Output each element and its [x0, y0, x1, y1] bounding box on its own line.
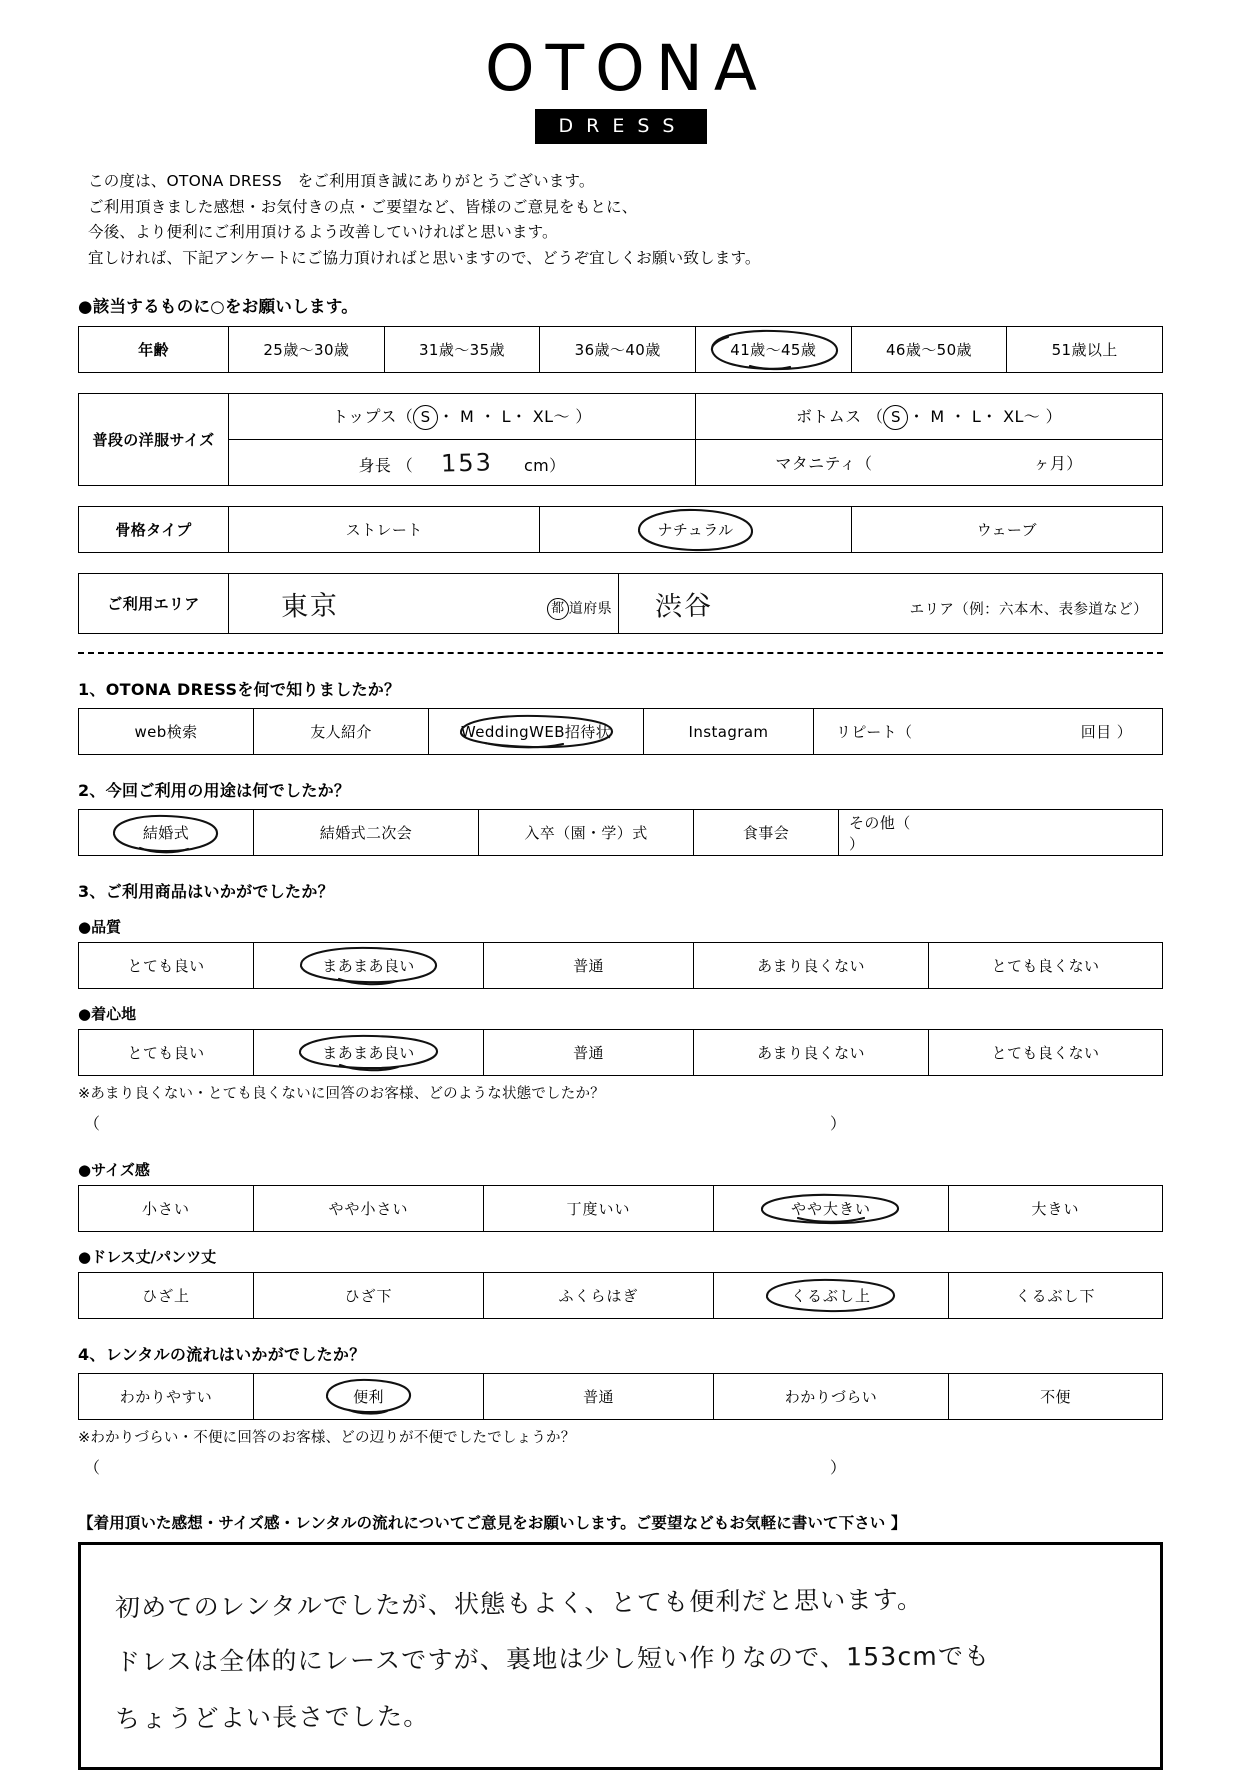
bottoms-selected-size: S	[883, 405, 908, 430]
q3-size-feel-table	[78, 1185, 1163, 1232]
quality-option-3-label: あまり良くない	[757, 957, 865, 976]
prefecture-suffix-rest: 道府県	[568, 601, 612, 618]
free-comment-line-1: 初めてのレンタルでしたが、状態もよく、とても便利だと思います。	[114, 1584, 924, 1623]
maternity-label-right: ヶ月）	[1033, 454, 1083, 474]
age-option-0[interactable]	[229, 327, 385, 373]
table-row	[79, 394, 1163, 440]
intro-line-4: 宜しければ、下記アンケートにご協力頂ければと思いますので、どうぞ宜しくお願い致します。	[88, 248, 761, 267]
instruction-text: ●該当するものに○をお願いします。	[78, 297, 359, 317]
body-type-option-2-label: ウェーブ	[976, 521, 1037, 540]
table-row	[79, 1273, 1163, 1319]
q2-option-2[interactable]	[479, 810, 694, 856]
clothing-size-table	[78, 393, 1163, 486]
quality-option-4[interactable]	[929, 943, 1163, 989]
body-type-option-1-label: ナチュラル	[657, 521, 734, 540]
q4-option-3-label: わかりづらい	[784, 1388, 878, 1407]
q4-title: 4、レンタルの流れはいかがでしたか？	[78, 1345, 366, 1365]
age-option-3-label: 41歳〜45歳	[730, 341, 817, 360]
age-option-5-label: 51歳以上	[1051, 341, 1118, 360]
q1-option-3-label: Instagram	[688, 722, 769, 741]
height-value: 153	[440, 448, 493, 478]
q3-comfort-table	[78, 1029, 1163, 1076]
age-option-4[interactable]	[851, 327, 1007, 373]
section-divider	[78, 652, 1163, 654]
q2-other-cell[interactable]	[839, 810, 1163, 856]
age-option-1[interactable]	[384, 327, 540, 373]
maternity-cell[interactable]	[696, 440, 1163, 486]
q2-other-label-right: ）	[849, 834, 865, 853]
intro-line-3: 今後、より便利にご利用頂けるよう改善していければと思います。	[88, 223, 558, 242]
length-option-1[interactable]	[254, 1273, 484, 1319]
quality-option-1-label: まあまあ良い	[322, 957, 415, 976]
q2-option-1-label: 結婚式二次会	[319, 824, 413, 843]
q3-comfort-label: ●着心地	[78, 1005, 137, 1024]
table-row	[79, 810, 1163, 856]
q2-option-2-label: 入卒（園・学）式	[524, 824, 648, 843]
prefecture-value: 東京	[280, 590, 340, 623]
age-option-4-label: 46歳〜50歳	[885, 341, 972, 360]
q3-size-feel-label: ●サイズ感	[78, 1161, 150, 1180]
logo-main-text: OTONA	[485, 32, 768, 105]
q1-title: 1、OTONA DRESSを何で知りましたか？	[78, 680, 401, 700]
q3-length-label: ●ドレス丈/パンツ丈	[78, 1248, 217, 1267]
prefecture-cell[interactable]	[229, 574, 619, 634]
height-label-right: cm）	[523, 455, 566, 475]
area-label: ご利用エリア	[79, 574, 229, 634]
city-cell[interactable]	[619, 574, 1163, 634]
q3-comfort-note: ※あまり良くない・とても良くないに回答のお客様、どのような状態でしたか？	[78, 1086, 605, 1103]
q4-option-4-label: 不便	[1040, 1388, 1071, 1407]
q1-repeat-cell[interactable]	[814, 709, 1163, 755]
age-label: 年齢	[79, 327, 229, 373]
brand-logo	[0, 0, 1242, 144]
body-type-option-2[interactable]	[851, 507, 1162, 553]
q4-option-2[interactable]	[484, 1374, 714, 1420]
q3-comfort-free-open-paren: （	[84, 1114, 101, 1134]
q4-table	[78, 1373, 1163, 1420]
table-row	[79, 1186, 1163, 1232]
age-option-5[interactable]	[1007, 327, 1163, 373]
q4-option-4[interactable]	[949, 1374, 1163, 1420]
table-row	[79, 1030, 1163, 1076]
free-comment-box[interactable]	[78, 1542, 1163, 1770]
q4-note: ※わかりづらい・不便に回答のお客様、どの辺りが不便でしたでしょうか？	[78, 1430, 576, 1447]
age-table	[78, 326, 1163, 373]
table-row	[79, 709, 1163, 755]
q2-option-3-label: 食事会	[742, 824, 790, 843]
length-option-0-label: ひざ上	[141, 1287, 190, 1306]
height-cell[interactable]	[229, 440, 696, 486]
q2-other-label-left: その他（	[849, 813, 911, 832]
q4-free-open-paren: （	[84, 1458, 101, 1478]
length-option-2-label: ふくらはぎ	[558, 1287, 639, 1306]
bottoms-prefix: ボトムス （	[795, 406, 884, 426]
q3-length-table	[78, 1272, 1163, 1319]
q2-option-0[interactable]	[79, 810, 254, 856]
q1-repeat-label-right: 回目 ）	[1080, 723, 1133, 742]
prefecture-suffix-label	[547, 598, 612, 620]
comfort-option-1[interactable]	[254, 1030, 484, 1076]
body-type-option-0[interactable]	[229, 507, 540, 553]
q2-table	[78, 809, 1163, 856]
q1-option-2-label: WeddingWEB招待状	[460, 723, 612, 742]
quality-option-0[interactable]	[79, 943, 254, 989]
length-option-0[interactable]	[79, 1273, 254, 1319]
q4-option-1[interactable]	[254, 1374, 484, 1420]
size-feel-option-4[interactable]	[949, 1186, 1163, 1232]
length-option-4[interactable]	[949, 1273, 1163, 1319]
table-row	[79, 440, 1163, 486]
tops-size-cell[interactable]	[229, 394, 696, 440]
bottoms-size-cell[interactable]	[696, 394, 1163, 440]
city-value: 渋谷	[654, 590, 714, 623]
quality-option-3[interactable]	[694, 943, 929, 989]
q2-option-1[interactable]	[254, 810, 479, 856]
free-comment-header: 【着用頂いた感想・サイズ感・レンタルの流れについてご意見をお願いします。ご要望などもお気軽に書いて下さい 】	[78, 1514, 907, 1533]
q4-free-close-paren: ）	[830, 1458, 847, 1478]
age-option-3[interactable]	[695, 327, 851, 373]
intro-paragraph	[88, 169, 1242, 271]
age-option-2-label: 36歳〜40歳	[574, 341, 661, 360]
comfort-option-3[interactable]	[694, 1030, 929, 1076]
q2-option-3[interactable]	[694, 810, 839, 856]
q4-option-0[interactable]	[79, 1374, 254, 1420]
q2-option-0-label: 結婚式	[142, 824, 190, 843]
q3-quality-label: ●品質	[78, 918, 122, 937]
q1-option-2[interactable]	[429, 709, 644, 755]
table-row	[79, 327, 1163, 373]
size-feel-option-3-label: やや大きい	[790, 1200, 871, 1219]
length-option-1-label: ひざ下	[344, 1287, 393, 1306]
quality-option-2[interactable]	[484, 943, 694, 989]
quality-option-0-label: とても良い	[127, 957, 205, 976]
quality-option-2-label: 普通	[573, 957, 604, 976]
q1-option-1-label: 友人紹介	[310, 723, 372, 742]
q1-option-1[interactable]	[254, 709, 429, 755]
logo-sub-text: DRESS	[535, 109, 708, 144]
table-row	[79, 943, 1163, 989]
maternity-label-left: マタニティ（	[775, 454, 873, 474]
age-option-2[interactable]	[540, 327, 696, 373]
q3-comfort-free-row[interactable]	[78, 1111, 1163, 1137]
length-option-4-label: くるぶし下	[1015, 1287, 1096, 1306]
q1-option-0-label: web検索	[134, 723, 198, 742]
length-option-3[interactable]	[714, 1273, 949, 1319]
q4-option-1-label: 便利	[353, 1388, 384, 1407]
length-option-2[interactable]	[484, 1273, 714, 1319]
size-feel-option-0[interactable]	[79, 1186, 254, 1232]
tops-selected-size: S	[413, 405, 438, 430]
area-example-label: エリア（例：六本木、表参道など）	[909, 602, 1148, 619]
comfort-option-4[interactable]	[929, 1030, 1163, 1076]
intro-line-1: この度は、OTONA DRESS をご利用頂き誠にありがとうございます。	[88, 172, 595, 191]
size-feel-option-4-label: 大きい	[1031, 1200, 1080, 1219]
quality-option-1[interactable]	[254, 943, 484, 989]
length-option-3-label: くるぶし上	[790, 1287, 871, 1306]
q3-title: 3、ご利用商品はいかがでしたか？	[78, 882, 334, 902]
prefecture-circled-char: 都	[547, 598, 569, 620]
q1-option-3[interactable]	[644, 709, 814, 755]
q4-option-3[interactable]	[714, 1374, 949, 1420]
free-comment-line-2: ドレスは全体的にレースですが、裏地は少し短い作りなので、153cmでも	[114, 1641, 991, 1677]
body-type-option-1[interactable]	[540, 507, 851, 553]
table-row	[79, 574, 1163, 634]
quality-option-4-label: とても良くない	[991, 957, 1100, 976]
q1-repeat-label-left: リピート（	[836, 723, 913, 742]
size-feel-option-3[interactable]	[714, 1186, 949, 1232]
free-comment-line-3: ちょうどよい長さでした。	[114, 1701, 430, 1734]
body-type-label: 骨格タイプ	[79, 507, 229, 553]
intro-line-2: ご利用頂きました感想・お気付きの点・ご要望など、皆様のご意見をもとに、	[88, 197, 638, 216]
bottoms-rest: ・ M ・ L・ XL〜 ）	[908, 406, 1063, 426]
body-type-table	[78, 506, 1163, 553]
q4-option-0-label: わかりやすい	[119, 1388, 213, 1407]
q1-table	[78, 708, 1163, 755]
age-option-1-label: 31歳〜35歳	[418, 341, 505, 360]
comfort-option-2-label: 普通	[573, 1044, 604, 1063]
tops-prefix: トップス（	[332, 406, 414, 426]
tops-rest: ・ M ・ L・ XL〜 ）	[438, 406, 592, 426]
comfort-option-1-label: まあまあ良い	[322, 1044, 415, 1063]
area-table	[78, 573, 1163, 634]
body-type-option-0-label: ストレート	[345, 521, 423, 540]
q3-comfort-free-close-paren: ）	[830, 1114, 847, 1134]
age-option-0-label: 25歳〜30歳	[263, 341, 350, 360]
comfort-option-0-label: とても良い	[127, 1044, 205, 1063]
size-feel-option-1-label: やや小さい	[328, 1200, 409, 1219]
height-label-left: 身長 （	[358, 455, 414, 475]
clothing-size-label: 普段の洋服サイズ	[79, 394, 229, 486]
size-feel-option-1[interactable]	[254, 1186, 484, 1232]
q4-free-row[interactable]	[78, 1455, 1163, 1481]
comfort-option-4-label: とても良くない	[991, 1044, 1100, 1063]
q3-quality-table	[78, 942, 1163, 989]
comfort-option-0[interactable]	[79, 1030, 254, 1076]
table-row	[79, 1374, 1163, 1420]
size-feel-option-2[interactable]	[484, 1186, 714, 1232]
comfort-option-3-label: あまり良くない	[757, 1044, 865, 1063]
comfort-option-2[interactable]	[484, 1030, 694, 1076]
table-row	[79, 507, 1163, 553]
size-feel-option-2-label: 丁度いい	[566, 1200, 631, 1219]
q1-option-0[interactable]	[79, 709, 254, 755]
q2-title: 2、今回ご利用の用途は何でしたか？	[78, 781, 351, 801]
q4-option-2-label: 普通	[583, 1388, 614, 1407]
size-feel-option-0-label: 小さい	[141, 1200, 190, 1219]
